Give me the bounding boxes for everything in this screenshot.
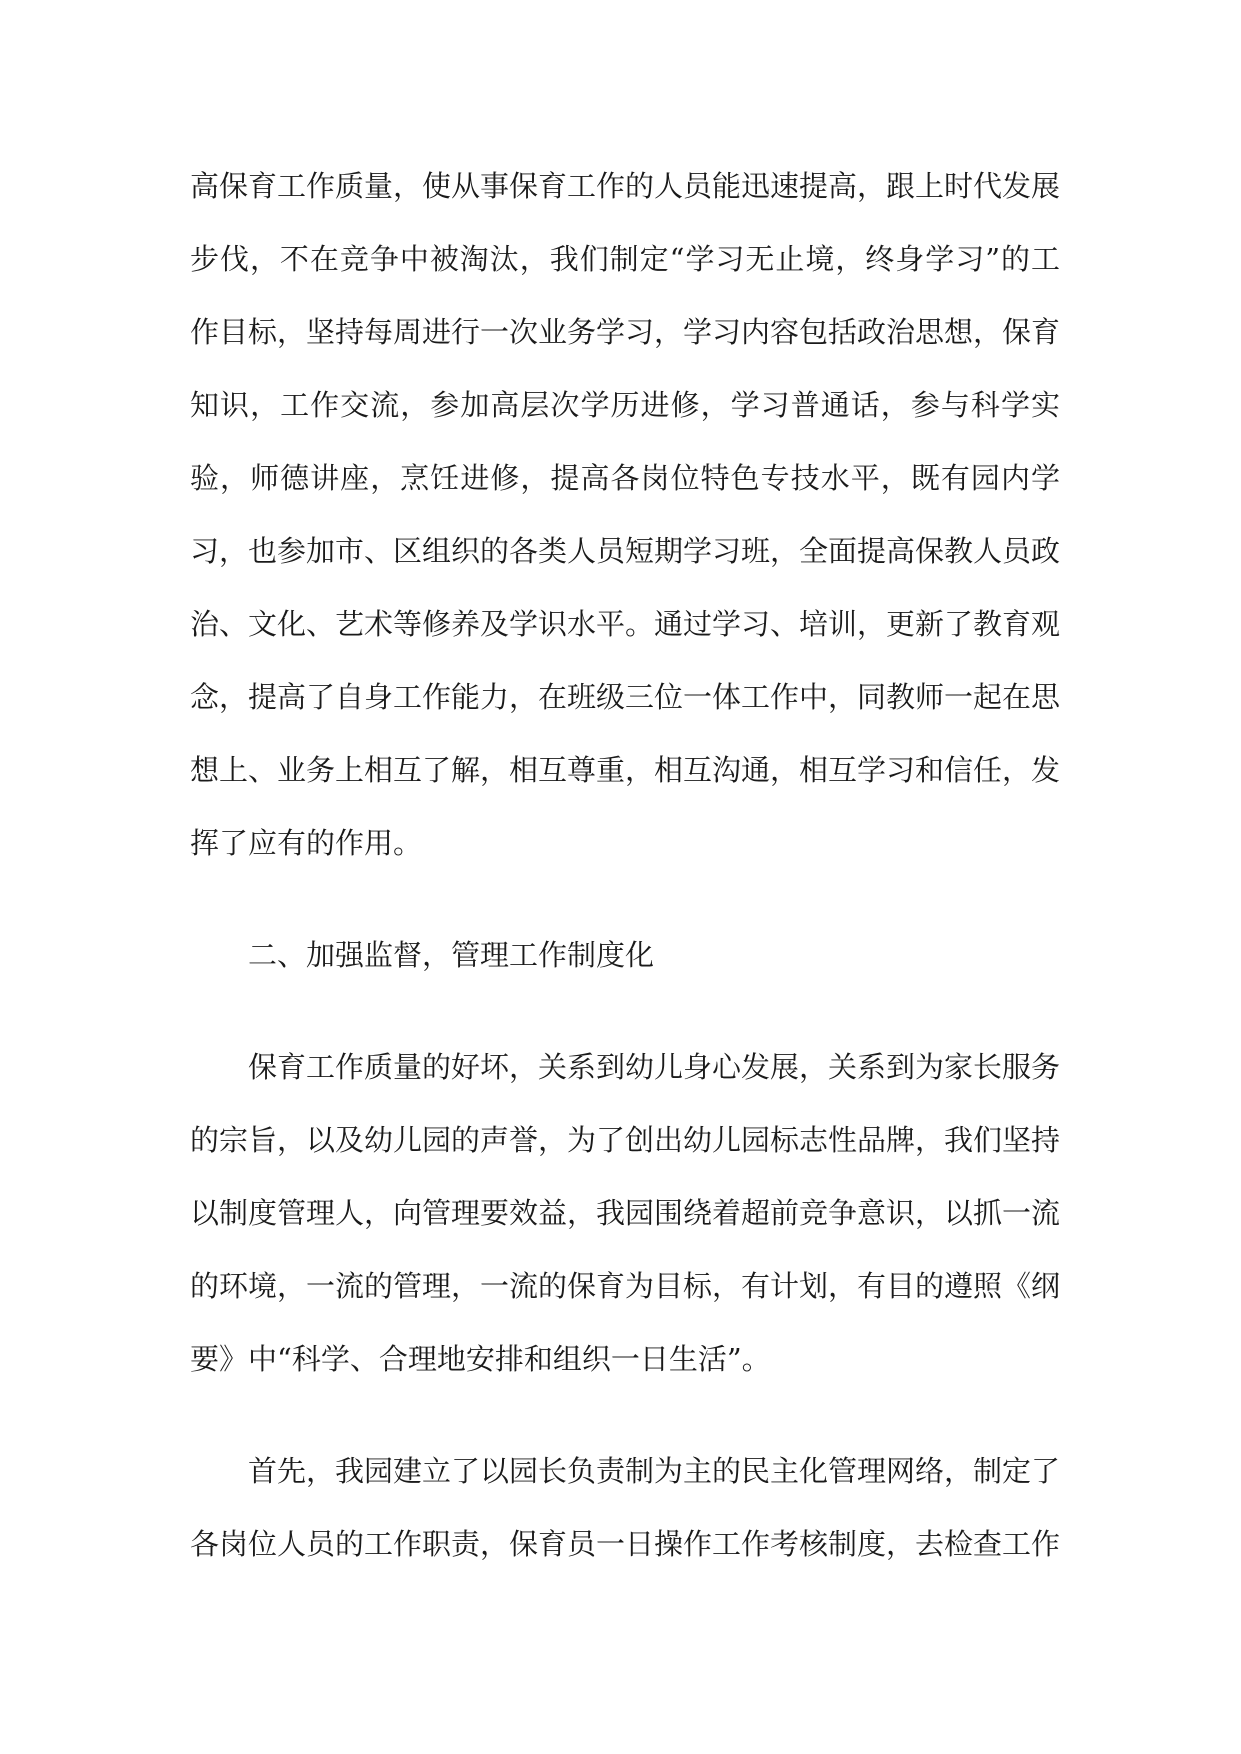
section-heading: 二、加强监督，管理工作制度化 — [248, 938, 655, 972]
paragraph-quality: 保育工作质量的好坏，关系到幼儿身心发展，关系到为家长服务的宗旨，以及幼儿园的声誉，为了创出幼儿园标志性品牌，我们坚持以制度管理人，向管理要效益，我园围绕着超前竞争意识，以抓一流的环境，一流的管理，一流的保育为目标，有计划，有目的遵照《纲要》中“科学、合理地安排和组织一日生活”。 — [190, 1050, 1061, 1376]
paragraph-first: 首先，我园建立了以园长负责制为主的民主化管理网络，制定了各岗位人员的工作职责，保育员一日操作工作考核制度，去检查工作 — [190, 1454, 1061, 1561]
paragraph-continuation: 高保育工作质量，使从事保育工作的人员能迅速提高，跟上时代发展步伐，不在竞争中被淘汰，我们制定“学习无止境，终身学习”的工作目标，坚持每周进行一次业务学习，学习内容包括政治思想，保育知识，工作交流，参加高层次学历进修，学习普通话，参与科学实验，师德讲座，烹饪进修，提高各岗位特色专技水平，既有园内学习，也参加市、区组织的各类人员短期学习班，全面提高保教人员政治、文化、艺术等修养及学识水平。通过学习、培训，更新了教育观念，提高了自身工作能力，在班级三位一体工作中，同教师一起在思想上、业务上相互了解，相互尊重，相互沟通，相互学习和信任，发挥了应有的作用。 — [190, 169, 1061, 860]
document-body — [190, 150, 1060, 1620]
